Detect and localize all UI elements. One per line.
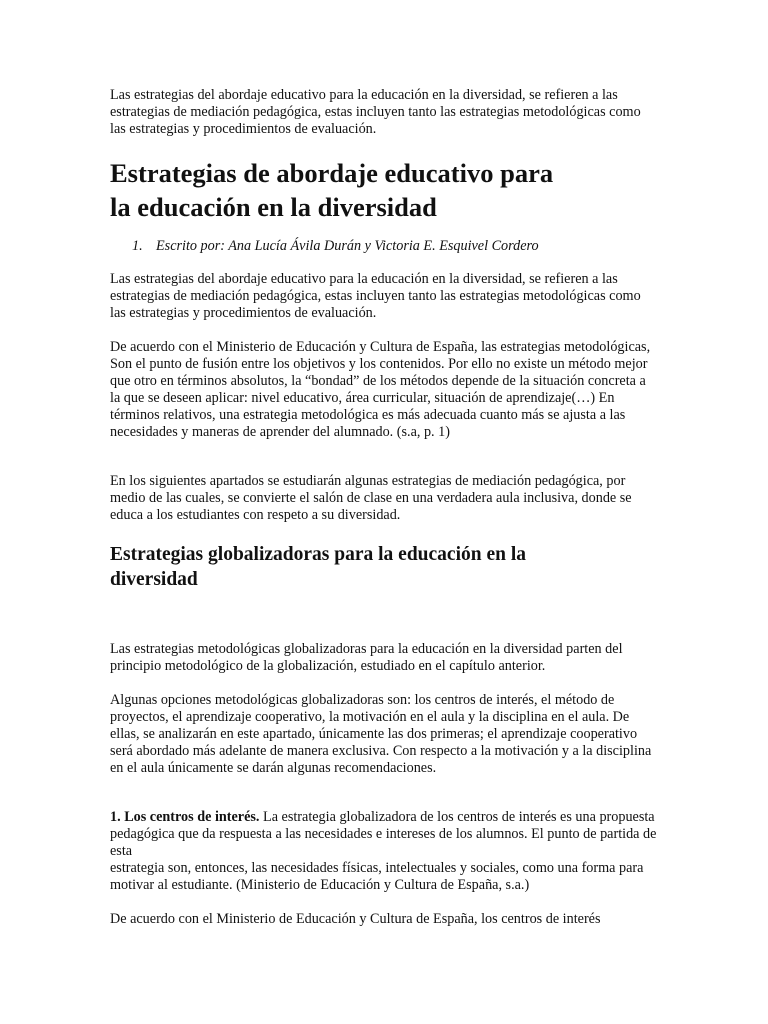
section-paragraph-1: Las estrategias metodológicas globalizadoras para la educación en la diversidad parten del principio metodológico de la globalización, estudiado en el capítulo anterior. bbox=[110, 641, 623, 674]
main-title-line-2: la educación en la diversidad bbox=[110, 192, 437, 222]
paragraph-1: Las estrategias del abordaje educativo para la educación en la diversidad, se refieren a las estrategias de mediación pedagógica, estas incluyen tanto las estrategias metodológicas como las estrategias y procedimientos de evaluación. bbox=[110, 271, 641, 321]
section-heading bbox=[110, 542, 670, 592]
section-heading-line-1: Estrategias globalizadoras para la educación en la bbox=[110, 544, 526, 565]
byline-number: 1. bbox=[132, 238, 143, 254]
paragraph-2: De acuerdo con el Ministerio de Educación y Cultura de España, las estrategias metodológicas, Son el punto de fusión entre los objetivos y los contenidos. Por ello no existe un método mejor que otro en términos absolutos, la “bondad” de los métodos depende de la situación concreta a la que se deseen aplicar: nivel educativo, área curricular, situación de aprendizaje(…) En términos relativos, una estrategia metodológica es más adecuada cuanto más se ajusta a las necesidades y maneras de aprender del alumnado. (s.a, p. 1) bbox=[110, 339, 651, 440]
byline-text: Escrito por: Ana Lucía Ávila Durán y Victoria E. Esquivel Cordero bbox=[156, 238, 539, 254]
paragraph-3-line-1-rest: La estrategia globalizadora de los centros de interés es una propuesta pedagógica que da respuesta a las necesidades e intereses de los alumnos. El punto de partida de esta bbox=[110, 809, 657, 859]
section-heading-line-2: diversidad bbox=[110, 569, 198, 590]
section-paragraph-2: Algunas opciones metodológicas globalizadoras son: los centros de interés, el método de proyectos, el aprendizaje cooperativo, la motivación en el aula y la disciplina en el aula. De ellas, se analizarán en este apartado, únicamente las dos primeras; el aprendizaje cooperativo será abordado más adelante de manera exclusiva. Con respecto a la motivación y a la disciplina en el aula únicamente se darán algunas recomendaciones. bbox=[110, 692, 652, 776]
paragraph-3: En los siguientes apartados se estudiarán algunas estrategias de mediación pedagógica, por medio de las cuales, se convierte el salón de clase en una verdadera aula inclusiva, donde se educa a los estudiantes con respeto a su diversidad. bbox=[110, 473, 632, 523]
intro-paragraph: Las estrategias del abordaje educativo para la educación en la diversidad, se refieren a las estrategias de mediación pedagógica, estas incluyen tanto las estrategias metodológicas como las estrategias y procedimientos de evaluación. bbox=[110, 87, 641, 137]
section-paragraph-3 bbox=[110, 809, 658, 894]
main-title bbox=[110, 156, 670, 224]
paragraph-3-line-2: estrategia son, entonces, las necesidades físicas, intelectuales y sociales, como una forma para motivar al estudiante. (Ministerio de Educación y Cultura de España, s.a.) bbox=[110, 860, 644, 893]
centros-de-interes-label: 1. Los centros de interés. bbox=[110, 809, 260, 825]
main-title-line-1: Estrategias de abordaje educativo para bbox=[110, 158, 554, 188]
author-byline bbox=[132, 238, 652, 255]
section-paragraph-4: De acuerdo con el Ministerio de Educación y Cultura de España, los centros de interés bbox=[110, 911, 601, 927]
